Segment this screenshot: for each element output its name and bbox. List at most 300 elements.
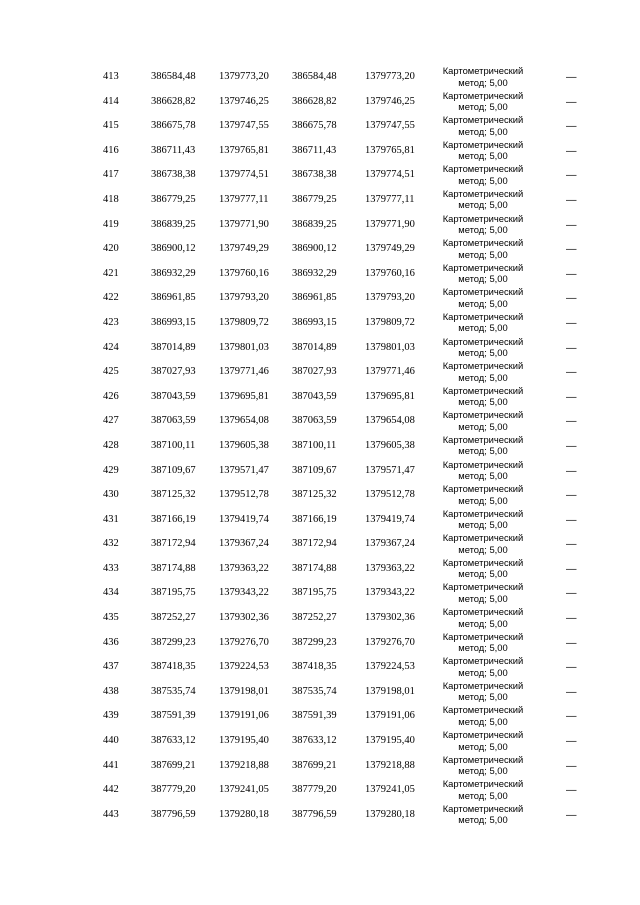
method-line-2: метод; 5,00 (458, 642, 508, 654)
method-line-2: метод; 5,00 (458, 445, 508, 457)
method-cell (438, 385, 528, 408)
point-number: 429 (103, 464, 119, 476)
method-line-1: Картометрический (442, 483, 524, 495)
y-coordinate-new: 1379771,90 (365, 218, 415, 230)
method-line-1: Картометрический (442, 507, 524, 519)
x-coordinate-existing: 387299,23 (151, 636, 196, 648)
y-coordinate-existing: 1379695,81 (219, 390, 269, 402)
x-coordinate-existing: 387591,39 (151, 710, 196, 722)
dash-cell: — (566, 169, 577, 182)
y-coordinate-new: 1379241,05 (365, 784, 415, 796)
y-coordinate-new: 1379198,01 (365, 685, 415, 697)
x-coordinate-new: 386675,78 (292, 120, 337, 132)
table-row (0, 654, 640, 679)
method-cell (438, 532, 528, 555)
y-coordinate-existing: 1379765,81 (219, 144, 269, 156)
x-coordinate-existing: 386900,12 (151, 243, 196, 255)
point-number: 437 (103, 661, 119, 673)
method-line-1: Картометрический (442, 556, 524, 568)
y-coordinate-existing: 1379654,08 (219, 415, 269, 427)
method-cell (438, 213, 528, 236)
x-coordinate-new: 387299,23 (292, 636, 337, 648)
point-number: 424 (103, 341, 119, 353)
point-number: 439 (103, 710, 119, 722)
y-coordinate-existing: 1379760,16 (219, 267, 269, 279)
dash-cell: — (566, 759, 577, 772)
dash-cell: — (566, 587, 577, 600)
x-coordinate-new: 387699,21 (292, 759, 337, 771)
x-coordinate-existing: 386584,48 (151, 71, 196, 82)
x-coordinate-new: 387100,11 (292, 439, 337, 451)
dash-cell: — (566, 243, 577, 256)
table-row (0, 64, 640, 89)
method-cell (438, 778, 528, 801)
point-number: 433 (103, 562, 119, 574)
x-coordinate-new: 387633,12 (292, 735, 337, 747)
method-cell (438, 114, 528, 137)
x-coordinate-existing: 386993,15 (151, 316, 196, 328)
point-number: 441 (103, 759, 119, 771)
x-coordinate-new: 386584,48 (292, 71, 337, 82)
point-number: 436 (103, 636, 119, 648)
x-coordinate-existing: 387779,20 (151, 784, 196, 796)
dash-cell: — (566, 120, 577, 133)
point-number: 432 (103, 538, 119, 550)
method-line-1: Картометрический (442, 581, 524, 593)
point-number: 431 (103, 513, 119, 525)
method-cell (438, 360, 528, 383)
method-line-2: метод; 5,00 (458, 789, 508, 801)
x-coordinate-new: 386711,43 (292, 144, 337, 156)
y-coordinate-new: 1379654,08 (365, 415, 415, 427)
table-row (0, 187, 640, 212)
method-line-2: метод; 5,00 (458, 150, 508, 162)
y-coordinate-new: 1379276,70 (365, 636, 415, 648)
y-coordinate-new: 1379363,22 (365, 562, 415, 574)
method-line-1: Картометрический (442, 802, 524, 814)
dash-cell: — (566, 316, 577, 329)
y-coordinate-new: 1379367,24 (365, 538, 415, 550)
method-line-2: метод; 5,00 (458, 666, 508, 678)
x-coordinate-new: 386993,15 (292, 316, 337, 328)
table-row (0, 335, 640, 360)
dash-cell: — (566, 685, 577, 698)
x-coordinate-new: 387591,39 (292, 710, 337, 722)
y-coordinate-new: 1379224,53 (365, 661, 415, 673)
method-cell (438, 139, 528, 162)
method-line-2: метод; 5,00 (458, 248, 508, 260)
method-line-2: метод; 5,00 (458, 199, 508, 211)
table-row (0, 359, 640, 384)
x-coordinate-existing: 387195,75 (151, 587, 196, 599)
method-line-1: Картометрический (442, 65, 524, 76)
y-coordinate-existing: 1379224,53 (219, 661, 269, 673)
x-coordinate-existing: 386675,78 (151, 120, 196, 132)
x-coordinate-new: 386628,82 (292, 95, 337, 107)
method-cell (438, 163, 528, 186)
table-row (0, 556, 640, 581)
dash-cell: — (566, 366, 577, 379)
method-line-2: метод; 5,00 (458, 347, 508, 359)
point-number: 443 (103, 808, 119, 820)
x-coordinate-new: 386839,25 (292, 218, 337, 230)
method-line-1: Картометрический (442, 335, 524, 347)
point-number: 421 (103, 267, 119, 279)
y-coordinate-existing: 1379367,24 (219, 538, 269, 550)
y-coordinate-existing: 1379801,03 (219, 341, 269, 353)
y-coordinate-existing: 1379771,90 (219, 218, 269, 230)
dash-cell: — (566, 612, 577, 625)
method-cell (438, 508, 528, 531)
x-coordinate-existing: 387535,74 (151, 685, 196, 697)
dash-cell: — (566, 439, 577, 452)
method-cell (438, 803, 528, 826)
point-number: 434 (103, 587, 119, 599)
table-row (0, 507, 640, 532)
method-cell (438, 286, 528, 309)
point-number: 426 (103, 390, 119, 402)
table-row (0, 482, 640, 507)
method-cell (438, 483, 528, 506)
x-coordinate-existing: 387027,93 (151, 366, 196, 378)
method-line-2: метод; 5,00 (458, 592, 508, 604)
x-coordinate-existing: 387796,59 (151, 808, 196, 820)
y-coordinate-existing: 1379749,29 (219, 243, 269, 255)
method-cell (438, 434, 528, 457)
method-cell (438, 655, 528, 678)
x-coordinate-new: 387779,20 (292, 784, 337, 796)
table-row (0, 212, 640, 237)
table-row (0, 753, 640, 778)
y-coordinate-new: 1379695,81 (365, 390, 415, 402)
table-row (0, 580, 640, 605)
y-coordinate-existing: 1379771,46 (219, 366, 269, 378)
method-line-2: метод; 5,00 (458, 543, 508, 555)
table-row (0, 630, 640, 655)
method-cell (438, 237, 528, 260)
x-coordinate-existing: 387699,21 (151, 759, 196, 771)
method-line-1: Картометрический (442, 163, 524, 175)
method-line-2: метод; 5,00 (458, 715, 508, 727)
table-row (0, 162, 640, 187)
method-line-1: Картометрический (442, 187, 524, 199)
dash-cell: — (566, 71, 577, 83)
dash-cell: — (566, 489, 577, 502)
method-line-1: Картометрический (442, 286, 524, 298)
table-row (0, 113, 640, 138)
y-coordinate-new: 1379419,74 (365, 513, 415, 525)
method-line-1: Картометрический (442, 433, 524, 445)
table-row (0, 531, 640, 556)
table-row (0, 679, 640, 704)
method-line-2: метод; 5,00 (458, 814, 508, 826)
method-line-2: метод; 5,00 (458, 273, 508, 285)
x-coordinate-new: 387418,35 (292, 661, 337, 673)
table-row (0, 89, 640, 114)
method-line-1: Картометрический (442, 655, 524, 667)
method-line-1: Картометрический (442, 704, 524, 716)
y-coordinate-new: 1379749,29 (365, 243, 415, 255)
method-cell (438, 336, 528, 359)
method-line-2: метод; 5,00 (458, 617, 508, 629)
method-line-1: Картометрический (442, 237, 524, 249)
y-coordinate-new: 1379191,06 (365, 710, 415, 722)
y-coordinate-new: 1379793,20 (365, 292, 415, 304)
x-coordinate-new: 387027,93 (292, 366, 337, 378)
x-coordinate-existing: 386839,25 (151, 218, 196, 230)
method-line-1: Картометрический (442, 384, 524, 396)
method-line-1: Картометрический (442, 310, 524, 322)
method-cell (438, 754, 528, 777)
method-line-2: метод; 5,00 (458, 420, 508, 432)
method-cell (438, 409, 528, 432)
x-coordinate-new: 387014,89 (292, 341, 337, 353)
y-coordinate-existing: 1379777,11 (219, 193, 269, 205)
dash-cell: — (566, 144, 577, 157)
x-coordinate-new: 387535,74 (292, 685, 337, 697)
x-coordinate-new: 386900,12 (292, 243, 337, 255)
x-coordinate-existing: 386628,82 (151, 95, 196, 107)
table-row (0, 261, 640, 286)
method-cell (438, 557, 528, 580)
x-coordinate-existing: 386711,43 (151, 144, 196, 156)
method-line-2: метод; 5,00 (458, 568, 508, 580)
x-coordinate-existing: 387418,35 (151, 661, 196, 673)
table-row (0, 802, 640, 827)
dash-cell: — (566, 415, 577, 428)
y-coordinate-existing: 1379605,38 (219, 439, 269, 451)
x-coordinate-existing: 387043,59 (151, 390, 196, 402)
method-cell (438, 459, 528, 482)
dash-cell: — (566, 193, 577, 206)
y-coordinate-existing: 1379774,51 (219, 169, 269, 181)
method-cell (438, 680, 528, 703)
point-number: 417 (103, 169, 119, 181)
dash-cell: — (566, 218, 577, 231)
point-number: 435 (103, 612, 119, 624)
y-coordinate-existing: 1379195,40 (219, 735, 269, 747)
point-number: 423 (103, 316, 119, 328)
method-line-1: Картометрический (442, 679, 524, 691)
x-coordinate-existing: 387166,19 (151, 513, 196, 525)
x-coordinate-new: 387195,75 (292, 587, 337, 599)
point-number: 438 (103, 685, 119, 697)
table-row (0, 310, 640, 335)
y-coordinate-new: 1379512,78 (365, 489, 415, 501)
method-cell (438, 729, 528, 752)
method-cell (438, 188, 528, 211)
x-coordinate-new: 387063,59 (292, 415, 337, 427)
dash-cell: — (566, 661, 577, 674)
x-coordinate-existing: 387172,94 (151, 538, 196, 550)
table-row (0, 138, 640, 163)
table-row (0, 605, 640, 630)
x-coordinate-existing: 387100,11 (151, 439, 196, 451)
method-line-2: метод; 5,00 (458, 371, 508, 383)
dash-cell: — (566, 735, 577, 748)
y-coordinate-new: 1379809,72 (365, 316, 415, 328)
method-line-2: метод; 5,00 (458, 396, 508, 408)
table-row (0, 458, 640, 483)
y-coordinate-existing: 1379241,05 (219, 784, 269, 796)
point-number: 420 (103, 243, 119, 255)
x-coordinate-existing: 387014,89 (151, 341, 196, 353)
y-coordinate-new: 1379280,18 (365, 808, 415, 820)
method-line-1: Картометрический (442, 360, 524, 372)
y-coordinate-new: 1379773,20 (365, 71, 415, 82)
table-row (0, 285, 640, 310)
point-number: 442 (103, 784, 119, 796)
x-coordinate-new: 386738,38 (292, 169, 337, 181)
method-line-1: Картометрический (442, 729, 524, 741)
method-line-1: Картометрический (442, 261, 524, 273)
table-row (0, 703, 640, 728)
y-coordinate-new: 1379777,11 (365, 193, 415, 205)
dash-cell: — (566, 636, 577, 649)
x-coordinate-new: 387125,32 (292, 489, 337, 501)
point-number: 422 (103, 292, 119, 304)
method-line-1: Картометрический (442, 89, 524, 101)
method-line-2: метод; 5,00 (458, 174, 508, 186)
method-line-2: метод; 5,00 (458, 224, 508, 236)
y-coordinate-existing: 1379747,55 (219, 120, 269, 132)
y-coordinate-existing: 1379512,78 (219, 489, 269, 501)
method-line-1: Картометрический (442, 138, 524, 150)
point-number: 418 (103, 193, 119, 205)
y-coordinate-existing: 1379746,25 (219, 95, 269, 107)
method-cell (438, 311, 528, 334)
method-line-1: Картометрический (442, 630, 524, 642)
y-coordinate-new: 1379605,38 (365, 439, 415, 451)
y-coordinate-existing: 1379191,06 (219, 710, 269, 722)
x-coordinate-existing: 386932,29 (151, 267, 196, 279)
x-coordinate-existing: 386738,38 (151, 169, 196, 181)
y-coordinate-existing: 1379218,88 (219, 759, 269, 771)
method-line-2: метод; 5,00 (458, 691, 508, 703)
table-row (0, 384, 640, 409)
x-coordinate-new: 387172,94 (292, 538, 337, 550)
dash-cell: — (566, 808, 577, 821)
dash-cell: — (566, 562, 577, 575)
y-coordinate-new: 1379302,36 (365, 612, 415, 624)
y-coordinate-existing: 1379276,70 (219, 636, 269, 648)
table-row (0, 433, 640, 458)
table-row (0, 728, 640, 753)
dash-cell: — (566, 538, 577, 551)
y-coordinate-new: 1379195,40 (365, 735, 415, 747)
method-cell (438, 606, 528, 629)
y-coordinate-new: 1379571,47 (365, 464, 415, 476)
y-coordinate-existing: 1379571,47 (219, 464, 269, 476)
method-line-1: Картометрический (442, 778, 524, 790)
y-coordinate-new: 1379765,81 (365, 144, 415, 156)
y-coordinate-existing: 1379302,36 (219, 612, 269, 624)
x-coordinate-new: 386779,25 (292, 193, 337, 205)
method-line-2: метод; 5,00 (458, 125, 508, 137)
y-coordinate-new: 1379760,16 (365, 267, 415, 279)
method-line-2: метод; 5,00 (458, 765, 508, 777)
x-coordinate-existing: 387174,88 (151, 562, 196, 574)
x-coordinate-existing: 387633,12 (151, 735, 196, 747)
method-line-2: метод; 5,00 (458, 470, 508, 481)
point-number: 428 (103, 439, 119, 451)
coordinates-table (0, 64, 640, 826)
y-coordinate-existing: 1379809,72 (219, 316, 269, 328)
x-coordinate-existing: 387109,67 (151, 464, 196, 476)
method-line-1: Картометрический (442, 458, 524, 470)
dash-cell: — (566, 341, 577, 354)
y-coordinate-existing: 1379280,18 (219, 808, 269, 820)
point-number: 425 (103, 366, 119, 378)
y-coordinate-new: 1379218,88 (365, 759, 415, 771)
method-line-1: Картометрический (442, 409, 524, 421)
y-coordinate-new: 1379774,51 (365, 169, 415, 181)
table-row (0, 236, 640, 261)
point-number: 427 (103, 415, 119, 427)
method-cell (438, 631, 528, 654)
method-cell (438, 262, 528, 285)
method-line-1: Картометрический (442, 212, 524, 224)
method-cell (438, 90, 528, 113)
method-line-2: метод; 5,00 (458, 297, 508, 309)
point-number: 440 (103, 735, 119, 747)
y-coordinate-new: 1379771,46 (365, 366, 415, 378)
dash-cell: — (566, 267, 577, 280)
method-line-1: Картометрический (442, 753, 524, 765)
x-coordinate-existing: 387063,59 (151, 415, 196, 427)
y-coordinate-existing: 1379773,20 (219, 71, 269, 82)
y-coordinate-new: 1379801,03 (365, 341, 415, 353)
method-cell (438, 704, 528, 727)
dash-cell: — (566, 784, 577, 797)
method-line-1: Картометрический (442, 114, 524, 126)
table-row (0, 408, 640, 433)
x-coordinate-existing: 386961,85 (151, 292, 196, 304)
dash-cell: — (566, 513, 577, 526)
dash-cell: — (566, 95, 577, 108)
y-coordinate-new: 1379343,22 (365, 587, 415, 599)
y-coordinate-existing: 1379419,74 (219, 513, 269, 525)
x-coordinate-new: 387043,59 (292, 390, 337, 402)
y-coordinate-existing: 1379793,20 (219, 292, 269, 304)
table-row (0, 777, 640, 802)
dash-cell: — (566, 710, 577, 723)
method-cell (438, 581, 528, 604)
y-coordinate-new: 1379747,55 (365, 120, 415, 132)
dash-cell: — (566, 292, 577, 305)
method-line-2: метод; 5,00 (458, 101, 508, 113)
x-coordinate-new: 386961,85 (292, 292, 337, 304)
point-number: 416 (103, 144, 119, 156)
x-coordinate-new: 387109,67 (292, 464, 337, 476)
point-number: 419 (103, 218, 119, 230)
method-line-2: метод; 5,00 (458, 519, 508, 531)
x-coordinate-new: 387796,59 (292, 808, 337, 820)
point-number: 413 (103, 71, 119, 82)
y-coordinate-new: 1379746,25 (365, 95, 415, 107)
method-line-2: метод; 5,00 (458, 76, 508, 88)
x-coordinate-existing: 386779,25 (151, 193, 196, 205)
method-line-2: метод; 5,00 (458, 322, 508, 334)
y-coordinate-existing: 1379363,22 (219, 562, 269, 574)
method-line-2: метод; 5,00 (458, 494, 508, 506)
point-number: 414 (103, 95, 119, 107)
method-line-1: Картометрический (442, 606, 524, 618)
y-coordinate-existing: 1379343,22 (219, 587, 269, 599)
x-coordinate-existing: 387125,32 (151, 489, 196, 501)
point-number: 415 (103, 120, 119, 132)
x-coordinate-new: 387252,27 (292, 612, 337, 624)
